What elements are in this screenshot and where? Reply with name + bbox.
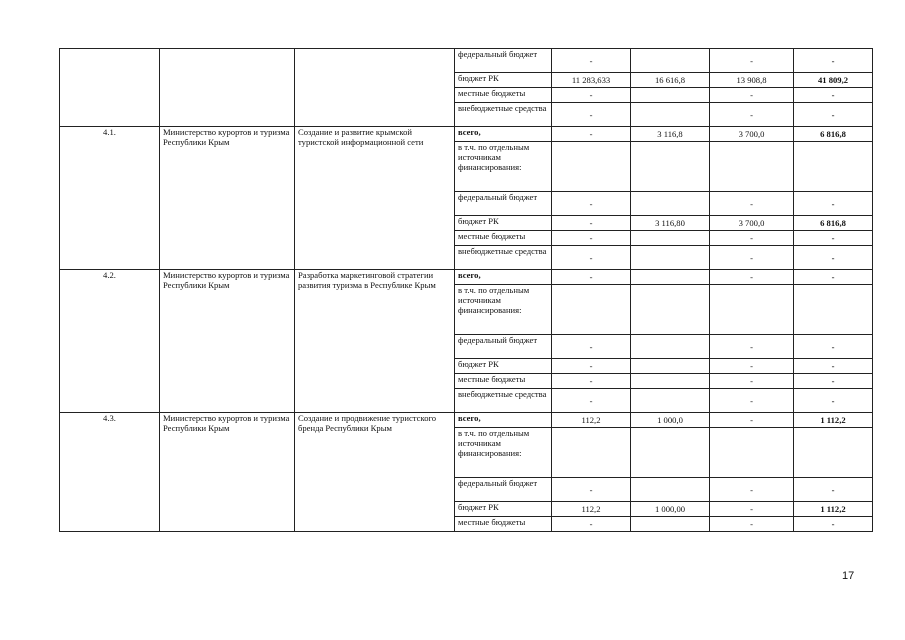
value-col-2 bbox=[631, 374, 710, 389]
value-col-1 bbox=[552, 428, 631, 478]
value-total: - bbox=[794, 478, 873, 502]
value-col-2: 1 000,0 bbox=[631, 413, 710, 428]
funding-table bbox=[59, 48, 873, 532]
value-col-2 bbox=[631, 285, 710, 335]
value-col-1 bbox=[552, 142, 631, 192]
section-activity: Создание и продвижение туристского бренда Республики Крым bbox=[295, 413, 455, 532]
section-executor: Министерство курортов и туризма Республики Крым bbox=[160, 270, 295, 413]
value-col-3: 3 700,0 bbox=[710, 216, 794, 231]
value-col-2 bbox=[631, 335, 710, 359]
value-col-1: - bbox=[552, 192, 631, 216]
table-row bbox=[60, 413, 873, 428]
value-col-3: - bbox=[710, 88, 794, 103]
value-col-1: - bbox=[552, 389, 631, 413]
value-total: - bbox=[794, 517, 873, 532]
value-col-1: - bbox=[552, 270, 631, 285]
table-row bbox=[60, 49, 873, 73]
value-col-1: 112,2 bbox=[552, 413, 631, 428]
value-col-3: - bbox=[710, 246, 794, 270]
value-col-1: - bbox=[552, 246, 631, 270]
value-col-2 bbox=[631, 428, 710, 478]
value-col-2 bbox=[631, 142, 710, 192]
funding-source-label: местные бюджеты bbox=[455, 88, 552, 103]
funding-source-label: бюджет РК bbox=[455, 73, 552, 88]
funding-source-label: местные бюджеты bbox=[455, 231, 552, 246]
section-executor: Министерство курортов и туризма Республики Крым bbox=[160, 127, 295, 270]
section-number bbox=[60, 49, 160, 127]
value-col-2 bbox=[631, 389, 710, 413]
value-total: 41 809,2 bbox=[794, 73, 873, 88]
value-col-1: - bbox=[552, 88, 631, 103]
value-col-2 bbox=[631, 478, 710, 502]
value-col-2 bbox=[631, 49, 710, 73]
funding-source-label: федеральный бюджет bbox=[455, 335, 552, 359]
funding-source-label: всего, bbox=[455, 413, 552, 428]
section-activity: Создание и развитие крымской туристской информационной сети bbox=[295, 127, 455, 270]
funding-source-label: бюджет РК bbox=[455, 359, 552, 374]
funding-source-label: в т.ч. по отдельным источникам финансирования: bbox=[455, 428, 552, 478]
funding-source-label: федеральный бюджет bbox=[455, 192, 552, 216]
value-col-3: - bbox=[710, 517, 794, 532]
value-total bbox=[794, 428, 873, 478]
value-col-2 bbox=[631, 103, 710, 127]
value-total: - bbox=[794, 231, 873, 246]
value-col-3: - bbox=[710, 270, 794, 285]
funding-source-label: бюджет РК bbox=[455, 502, 552, 517]
section-number: 4.3. bbox=[60, 413, 160, 532]
value-col-3: - bbox=[710, 359, 794, 374]
value-col-1: - bbox=[552, 216, 631, 231]
value-col-1: - bbox=[552, 103, 631, 127]
page-number: 17 bbox=[842, 570, 855, 582]
value-total bbox=[794, 142, 873, 192]
value-col-3: - bbox=[710, 103, 794, 127]
funding-source-label: в т.ч. по отдельным источникам финансирования: bbox=[455, 285, 552, 335]
value-col-2 bbox=[631, 231, 710, 246]
value-col-3: - bbox=[710, 478, 794, 502]
value-total: - bbox=[794, 49, 873, 73]
funding-source-label: федеральный бюджет bbox=[455, 478, 552, 502]
value-col-2: 3 116,80 bbox=[631, 216, 710, 231]
section-executor bbox=[160, 49, 295, 127]
funding-source-label: внебюджетные средства bbox=[455, 389, 552, 413]
value-col-3: - bbox=[710, 502, 794, 517]
funding-source-label: всего, bbox=[455, 127, 552, 142]
section-executor: Министерство курортов и туризма Республики Крым bbox=[160, 413, 295, 532]
value-total bbox=[794, 285, 873, 335]
section-activity: Разработка маркетинговой стратегии развития туризма в Республике Крым bbox=[295, 270, 455, 413]
value-col-3: - bbox=[710, 192, 794, 216]
value-col-1: - bbox=[552, 517, 631, 532]
value-col-2 bbox=[631, 246, 710, 270]
value-col-3 bbox=[710, 285, 794, 335]
value-col-2: 3 116,8 bbox=[631, 127, 710, 142]
value-col-2: 16 616,8 bbox=[631, 73, 710, 88]
value-total: - bbox=[794, 270, 873, 285]
value-col-3 bbox=[710, 142, 794, 192]
value-col-3 bbox=[710, 428, 794, 478]
value-total: - bbox=[794, 389, 873, 413]
value-total: 1 112,2 bbox=[794, 502, 873, 517]
value-col-2 bbox=[631, 359, 710, 374]
funding-source-label: всего, bbox=[455, 270, 552, 285]
value-col-1: - bbox=[552, 335, 631, 359]
value-total: - bbox=[794, 359, 873, 374]
value-col-1: - bbox=[552, 127, 631, 142]
value-col-3: - bbox=[710, 374, 794, 389]
value-col-2 bbox=[631, 192, 710, 216]
value-total: - bbox=[794, 103, 873, 127]
value-col-2 bbox=[631, 270, 710, 285]
value-col-3: - bbox=[710, 335, 794, 359]
value-total: - bbox=[794, 246, 873, 270]
funding-source-label: в т.ч. по отдельным источникам финансирования: bbox=[455, 142, 552, 192]
funding-source-label: местные бюджеты bbox=[455, 517, 552, 532]
funding-source-label: бюджет РК bbox=[455, 216, 552, 231]
value-col-1 bbox=[552, 285, 631, 335]
section-activity bbox=[295, 49, 455, 127]
value-col-1: 11 283,633 bbox=[552, 73, 631, 88]
value-col-3: 13 908,8 bbox=[710, 73, 794, 88]
value-col-1: 112,2 bbox=[552, 502, 631, 517]
value-total: 1 112,2 bbox=[794, 413, 873, 428]
value-col-2 bbox=[631, 88, 710, 103]
value-col-3: - bbox=[710, 389, 794, 413]
value-col-2: 1 000,00 bbox=[631, 502, 710, 517]
funding-source-label: местные бюджеты bbox=[455, 374, 552, 389]
value-total: - bbox=[794, 192, 873, 216]
value-col-3: 3 700,0 bbox=[710, 127, 794, 142]
section-number: 4.1. bbox=[60, 127, 160, 270]
table-row bbox=[60, 127, 873, 142]
value-total: - bbox=[794, 335, 873, 359]
value-total: - bbox=[794, 88, 873, 103]
value-col-1: - bbox=[552, 374, 631, 389]
value-col-1: - bbox=[552, 359, 631, 374]
value-col-3: - bbox=[710, 231, 794, 246]
funding-source-label: внебюджетные средства bbox=[455, 103, 552, 127]
value-col-1: - bbox=[552, 49, 631, 73]
value-total: - bbox=[794, 374, 873, 389]
value-total: 6 816,8 bbox=[794, 216, 873, 231]
table-row bbox=[60, 270, 873, 285]
value-col-3: - bbox=[710, 49, 794, 73]
value-col-2 bbox=[631, 517, 710, 532]
value-total: 6 816,8 bbox=[794, 127, 873, 142]
value-col-1: - bbox=[552, 231, 631, 246]
funding-source-label: федеральный бюджет bbox=[455, 49, 552, 73]
funding-source-label: внебюджетные средства bbox=[455, 246, 552, 270]
section-number: 4.2. bbox=[60, 270, 160, 413]
value-col-1: - bbox=[552, 478, 631, 502]
value-col-3: - bbox=[710, 413, 794, 428]
